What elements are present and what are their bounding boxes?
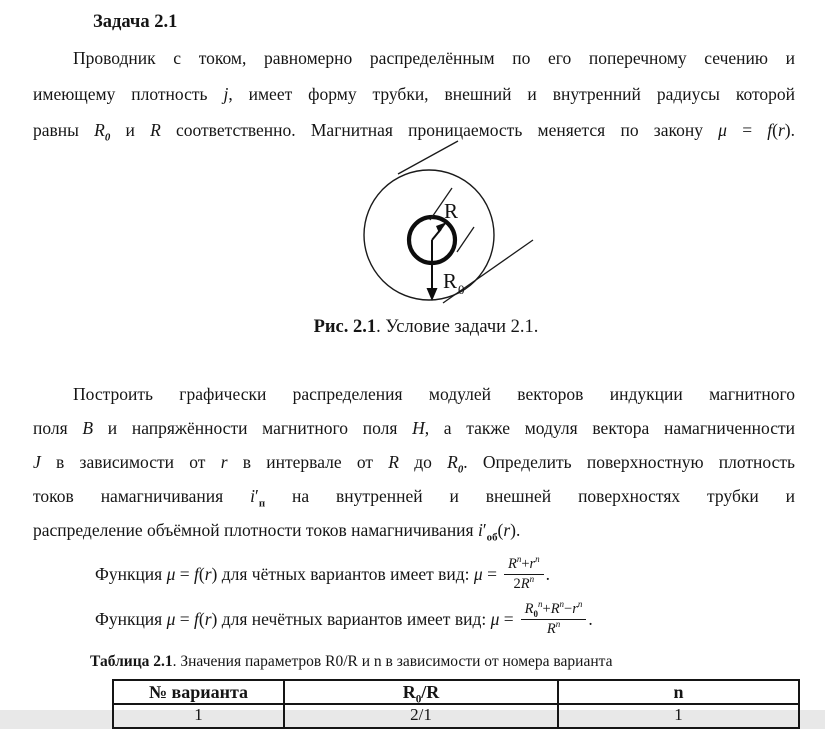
text-line: равны $R_0$ и R соответственно. Магнитная проницаемость меняется по закону μ = f(r). xyxy=(33,120,795,144)
fraction-numerator: $R_0^n+R^n-r^n$ xyxy=(521,601,587,620)
figure-label-r: R xyxy=(444,199,459,223)
formula-even-variants xyxy=(95,556,550,594)
text-line: распределение объёмной плотности токов намагничивания $i'_{об}(r)$. xyxy=(33,520,521,544)
figure-label-r0-subscript: 0 xyxy=(458,282,465,297)
formula-odd-fraction xyxy=(521,601,587,639)
text-line: J в зависимости от r в интервале от R до $R_0$. Определить поверхностную плотность xyxy=(33,452,796,476)
hatch-line-right-short xyxy=(457,227,474,252)
formula-period: . xyxy=(588,609,593,630)
fraction-numerator: $R^n+r^n$ xyxy=(504,556,544,575)
formula-odd-variants xyxy=(95,601,593,639)
table-caption-text: . Значения параметров R0/R и n в зависимости от номера варианта xyxy=(172,653,613,670)
text-line: Проводник с током, равномерно распределённым по его поперечному сечению и xyxy=(73,48,795,68)
variants-table xyxy=(112,679,800,729)
figure-label-r0: R xyxy=(443,269,458,293)
formula-even-text: Функция μ = f(r) для чётных вариантов имеет вид: μ = xyxy=(95,564,497,585)
table-header-row xyxy=(113,680,799,704)
task-paragraph xyxy=(33,377,795,547)
header-cell-n: n xyxy=(558,680,799,704)
radius-r-arrowhead xyxy=(436,222,447,233)
cell-r0r: 2/1 xyxy=(284,704,558,728)
figure-caption xyxy=(56,317,796,338)
header-cell-variant: № варианта xyxy=(113,680,284,704)
table-caption xyxy=(90,653,612,671)
cell-variant: 1 xyxy=(113,704,284,728)
cell-n: 1 xyxy=(558,704,799,728)
formula-period: . xyxy=(545,564,551,585)
variants-table-grid xyxy=(112,679,800,729)
text-line: токов намагничивания $i'_п$ на внутренней и внешней поверхностях трубки и xyxy=(33,486,795,510)
problem-title: Задача 2.1 xyxy=(93,12,178,32)
fraction-denominator: $R^n$ xyxy=(546,619,561,638)
header-cell-r0r: $R_0/R$ xyxy=(284,680,558,704)
figure-caption-text: . Условие задачи 2.1. xyxy=(376,317,539,337)
problem-statement-paragraph xyxy=(33,40,795,148)
formula-odd-text: Функция μ = f(r) для нечётных вариантов имеет вид: μ = xyxy=(95,609,514,630)
text-line: Построить графически распределения модулей векторов индукции магнитного xyxy=(73,384,795,404)
text-line: имеющему плотность j, имеет форму трубки, внешний и внутренний радиусы которой xyxy=(33,84,796,104)
table-caption-number: Таблица 2.1 xyxy=(90,653,173,670)
figure-caption-number: Рис. 2.1 xyxy=(313,317,377,337)
text-line: поля B и напряжённости магнитного поля H, а также модуля вектора намагниченности xyxy=(33,418,795,438)
problem-figure-drawing xyxy=(340,138,565,308)
hatch-line-top xyxy=(398,141,458,174)
table-row xyxy=(113,704,799,728)
fraction-denominator: $2R^n$ xyxy=(513,574,535,593)
formula-even-fraction xyxy=(504,556,544,594)
